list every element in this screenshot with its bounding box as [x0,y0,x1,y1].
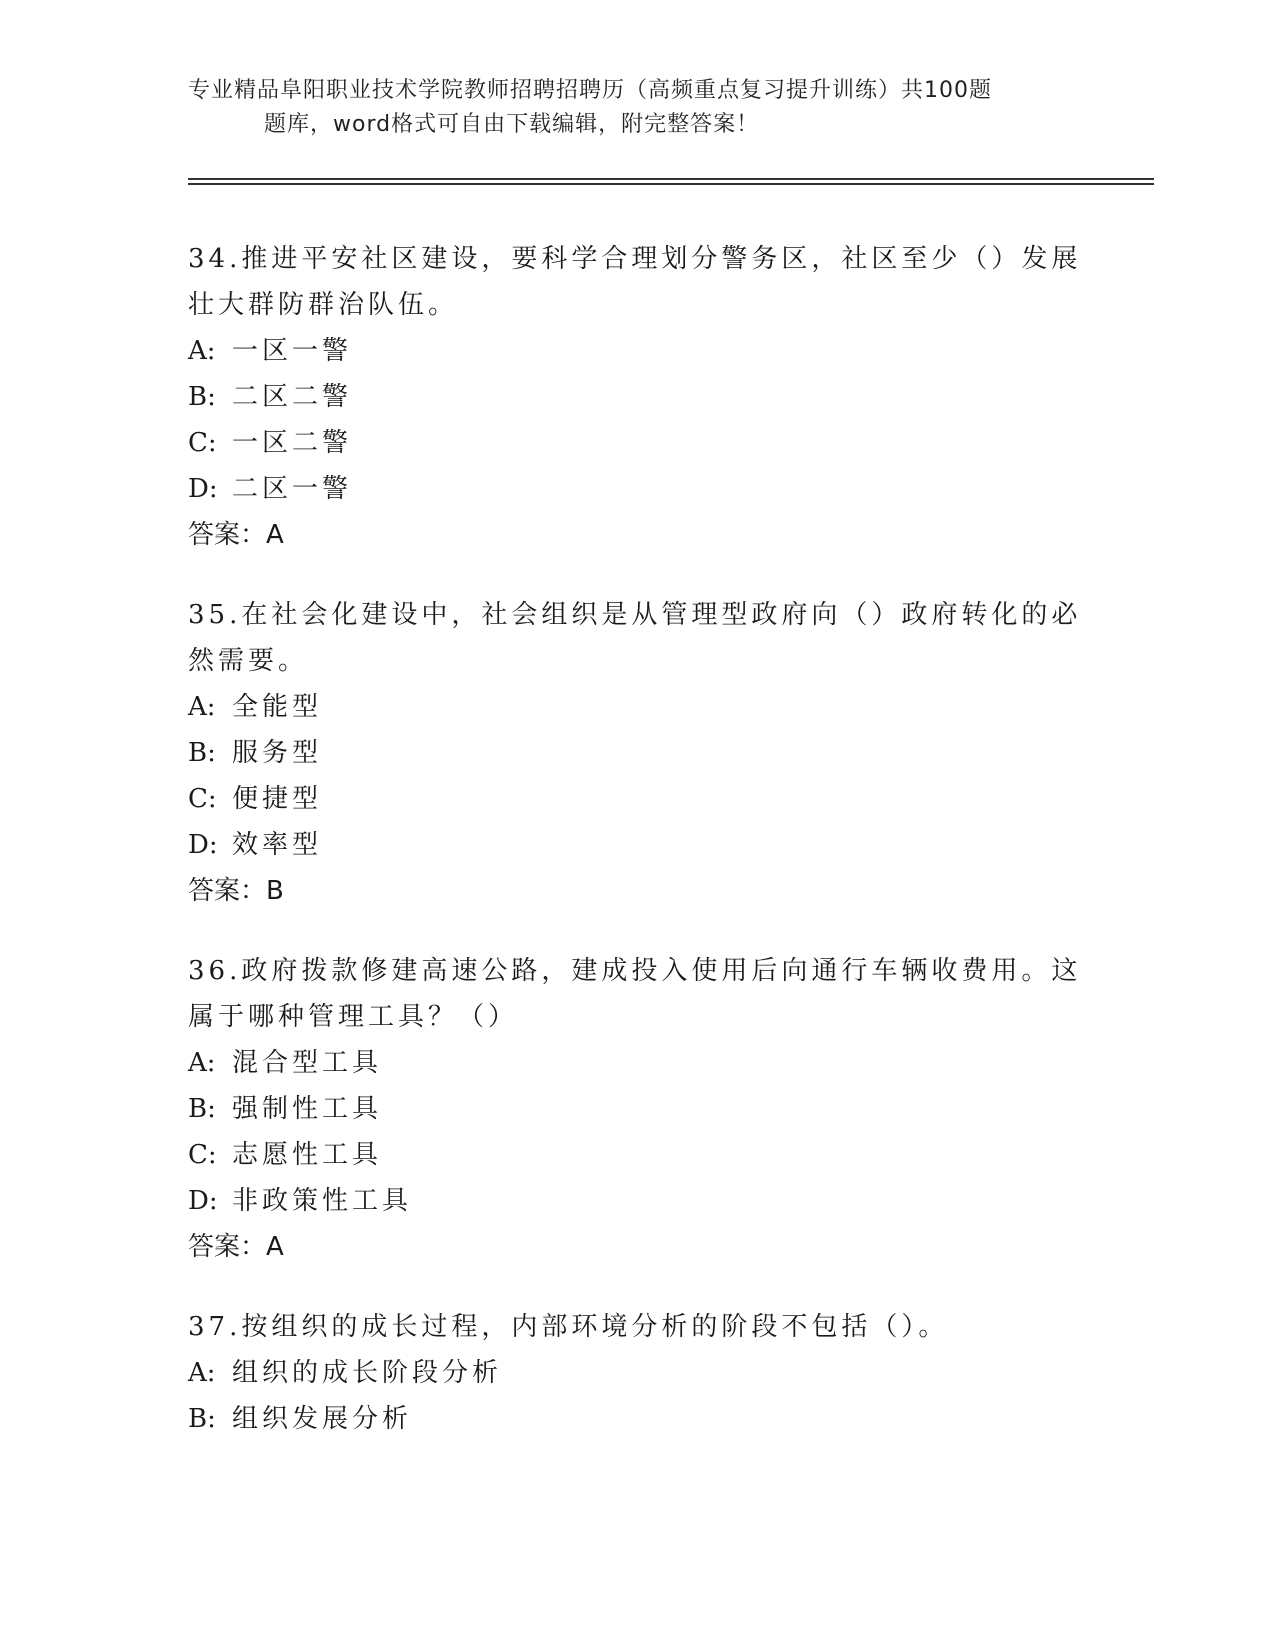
option-b [188,374,1088,420]
option-a [188,1350,1088,1396]
option-text: 二区二警 [232,382,353,412]
option-text: 非政策性工具 [232,1186,413,1216]
option-label: B: [188,1094,216,1124]
option-label: D: [188,474,218,504]
option-a [188,1040,1088,1086]
question-text: 36.政府拨款修建高速公路，建成投入使用后向通行车辆收费用。这属于哪种管理工具？（） [188,956,1082,1032]
option-text: 一区二警 [232,428,353,458]
question-list [188,236,1088,1476]
option-c [188,420,1088,466]
option-label: C: [188,1140,217,1170]
option-text: 组织发展分析 [232,1404,413,1434]
document-header [188,74,1068,142]
question-37 [188,1304,1088,1442]
option-d [188,1178,1088,1224]
option-d [188,466,1088,512]
option-text: 强制性工具 [232,1094,383,1124]
option-label: B: [188,738,216,768]
option-label: A: [188,1358,216,1388]
option-a [188,328,1088,374]
option-label: D: [188,1186,218,1216]
option-text: 全能型 [232,692,323,722]
option-label: A: [188,692,216,722]
option-label: B: [188,1404,216,1434]
answer-line: 答案：A [188,1232,284,1262]
option-b [188,1086,1088,1132]
header-divider-top [188,178,1154,180]
question-34 [188,236,1088,558]
option-text: 志愿性工具 [232,1140,383,1170]
option-text: 效率型 [232,830,323,860]
option-text: 服务型 [232,738,323,768]
question-35 [188,592,1088,914]
option-d [188,822,1088,868]
question-text: 37.按组织的成长过程，内部环境分析的阶段不包括（）。 [188,1312,949,1342]
option-text: 便捷型 [232,784,323,814]
option-b [188,1396,1088,1442]
answer-line: 答案：A [188,520,284,550]
question-36 [188,948,1088,1270]
option-text: 组织的成长阶段分析 [232,1358,503,1388]
answer-line: 答案：B [188,876,284,906]
question-text: 35.在社会化建设中，社会组织是从管理型政府向（）政府转化的必然需要。 [188,600,1082,676]
question-text: 34.推进平安社区建设，要科学合理划分警务区，社区至少（）发展壮大群防群治队伍。 [188,244,1082,320]
option-text: 一区一警 [232,336,353,366]
header-title-line2: 题库，word格式可自由下载编辑，附完整答案！ [264,112,760,137]
header-divider-bottom [188,183,1154,185]
option-c [188,776,1088,822]
option-text: 混合型工具 [232,1048,383,1078]
option-label: C: [188,784,217,814]
option-b [188,730,1088,776]
header-title-line1: 专业精品阜阳职业技术学院教师招聘招聘历（高频重点复习提升训练）共100题 [188,78,992,103]
option-c [188,1132,1088,1178]
option-a [188,684,1088,730]
option-label: A: [188,1048,216,1078]
option-label: A: [188,336,216,366]
option-text: 二区一警 [232,474,353,504]
option-label: B: [188,382,216,412]
option-label: D: [188,830,218,860]
option-label: C: [188,428,217,458]
